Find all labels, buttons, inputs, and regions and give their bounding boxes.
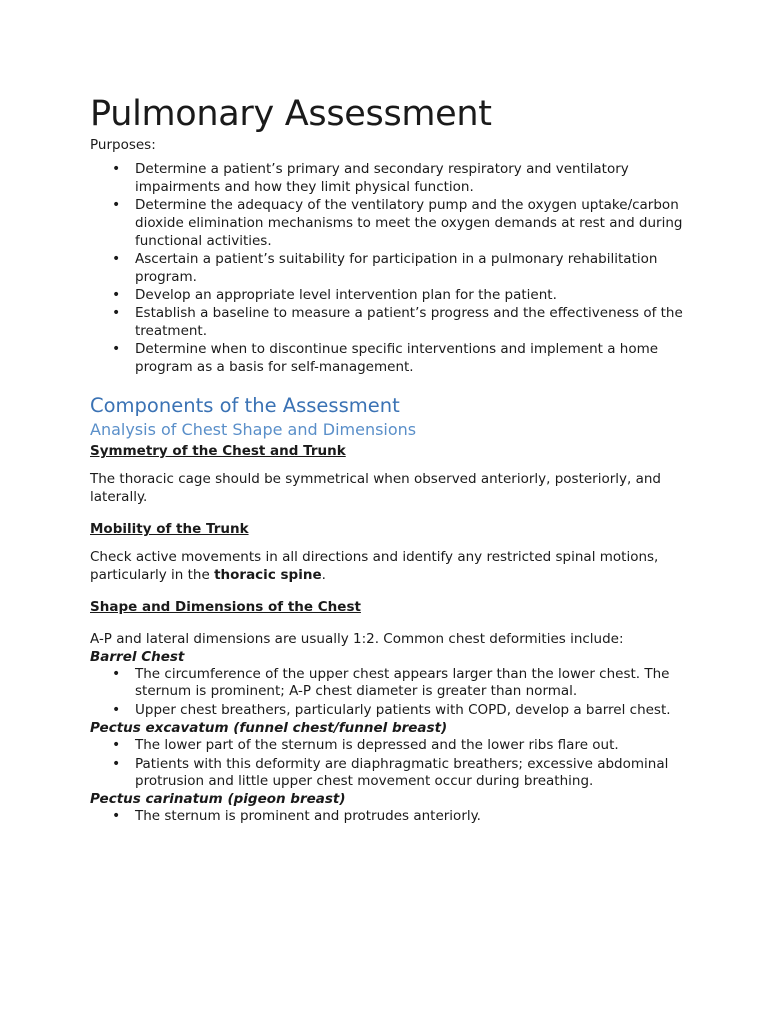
mobility-text-end: .: [321, 567, 326, 583]
components-heading: Components of the Assessment: [90, 394, 400, 417]
deformity-point: • The sternum is prominent and protrudes anteriorly.: [90, 808, 690, 825]
shape-intro: A-P and lateral dimensions are usually 1:2. Common chest deformities include:: [90, 631, 624, 647]
deformity-name: Pectus carinatum (pigeon breast): [90, 791, 346, 807]
deformity-points: [90, 808, 690, 825]
deformity-point: • The circumference of the upper chest appears larger than the lower chest. The sternum is prominent; A-P chest diameter is greater than normal.: [90, 666, 690, 700]
mobility-text-start: Check active movements in all directions and identify any restricted spinal motions, particularly in the: [90, 549, 659, 583]
deformity-name: Pectus excavatum (funnel chest/funnel breast): [90, 720, 448, 736]
symmetry-heading: Symmetry of the Chest and Trunk: [90, 443, 346, 459]
deformity-point: • The lower part of the sternum is depressed and the lower ribs flare out.: [90, 737, 690, 754]
purpose-item: • Determine a patient’s primary and secondary respiratory and ventilatory impairments and how they limit physical function.: [90, 160, 690, 196]
purpose-item: • Ascertain a patient’s suitability for participation in a pulmonary rehabilitation program.: [90, 250, 690, 286]
purpose-item: • Determine the adequacy of the ventilatory pump and the oxygen uptake/carbon dioxide elimination mechanisms to meet the oxygen demands at rest and during functional activities.: [90, 196, 690, 250]
symmetry-text: The thoracic cage should be symmetrical when observed anteriorly, posteriorly, and laterally.: [90, 471, 662, 505]
page-title: Pulmonary Assessment: [90, 94, 492, 134]
deformity-points: [90, 737, 690, 790]
mobility-text-emphasis: thoracic spine: [214, 567, 322, 583]
mobility-text: [90, 548, 690, 584]
document-content: [90, 94, 690, 825]
shape-heading: Shape and Dimensions of the Chest: [90, 599, 361, 615]
deformity-name: Barrel Chest: [90, 649, 185, 665]
deformity-points: [90, 666, 690, 719]
purposes-list: [90, 160, 690, 376]
purposes-label: Purposes:: [90, 137, 156, 153]
mobility-heading: Mobility of the Trunk: [90, 521, 249, 537]
deformity-point: • Patients with this deformity are diaphragmatic breathers; excessive abdominal protrusion and little upper chest movement occur during breathing.: [90, 756, 690, 790]
purpose-item: • Develop an appropriate level intervention plan for the patient.: [90, 286, 690, 304]
purpose-item: • Determine when to discontinue specific interventions and implement a home program as a basis for self-management.: [90, 340, 690, 376]
analysis-heading: Analysis of Chest Shape and Dimensions: [90, 420, 417, 439]
deformity-point: • Upper chest breathers, particularly patients with COPD, develop a barrel chest.: [90, 702, 690, 719]
purpose-item: • Establish a baseline to measure a patient’s progress and the effectiveness of the treatment.: [90, 304, 690, 340]
